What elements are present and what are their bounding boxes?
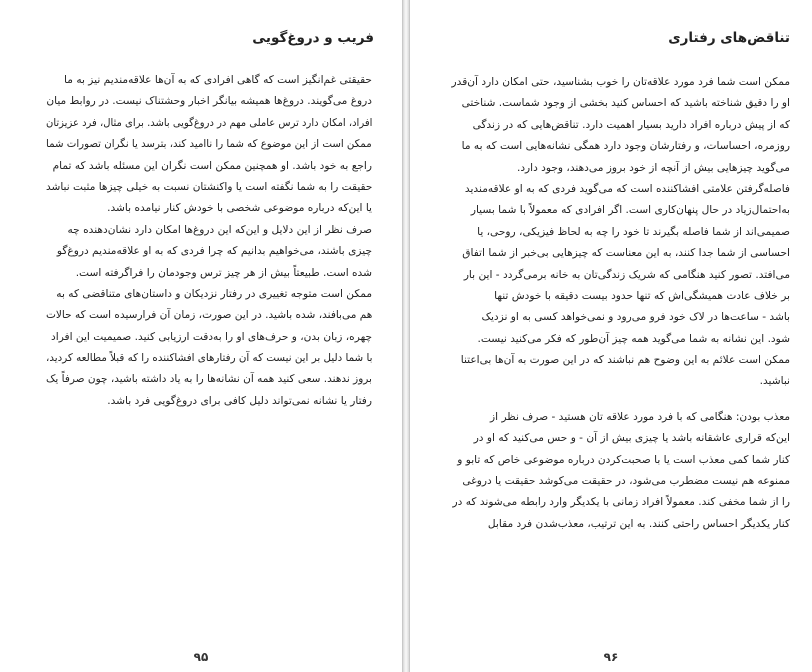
text-line: احساسی از شما جدا کنند، به این معناست که چیزهایی بی‌خبر از شما اتفاق — [462, 247, 790, 260]
text-line: صمیمی‌اند از شما فاصله بگیرند تا خود را چه به لحاظ فیزیکی، روحی، یا — [477, 225, 790, 238]
text-line: ممکن است شما فرد مورد علاقه‌تان را خوب بشناسید، حتی امکان دارد آن‌قدر — [451, 76, 790, 88]
text-line: ممکن است متوجه تغییری در رفتار نزدیکان و داستان‌های متناقضی که به — [56, 287, 372, 300]
text-line: چهره، زبان بدن، و حرف‌های او را به‌دقت ارزیابی کنید. صمیمیت این افراد — [51, 330, 372, 343]
text-line: هم می‌بافند، شده باشید. در این صورت، زمان آن فرارسیده است که حالات — [46, 309, 372, 322]
right-page-body — [432, 72, 790, 535]
paragraph-gap — [432, 393, 790, 407]
text-line: دروغ می‌گویند. دروغ‌ها همیشه بیانگر اخبار وحشتناک نیست. در روابط میان — [46, 95, 372, 108]
left-page-number: ۹۵ — [193, 650, 209, 664]
book-gutter — [402, 0, 410, 672]
text-line: می‌گوید چیزهایی بیش از آنچه از خود بروز می‌دهند، وجود دارد. — [516, 161, 790, 174]
left-page-title: فریب و دروغ‌گویی — [252, 30, 374, 46]
text-line: روزمره، احساسات، و رفتارشان وجود دارد همگی نشانه‌هایی است که به ما — [461, 140, 790, 153]
text-line: شده است. طبیعتاً بیش از هر چیز ترس وجودمان را فراگرفته است. — [75, 266, 372, 279]
text-line: معذب بودن: هنگامی که با فرد مورد علاقه تان هستید - صرف نظر از — [490, 410, 790, 423]
text-line: را از شما مخفی کند. معمولاً افراد زمانی با یکدیگر وارد رابطه می‌شوند که در — [452, 496, 790, 509]
text-line: شود. این نشانه به شما می‌گوید همه چیز آن‌طور که فکر می‌کنید نیست. — [477, 332, 790, 345]
text-line: افراد، امکان دارد ترس عاملی مهم در دروغ‌گویی باشد. برای مثال، فرد عزیزتان — [46, 116, 372, 129]
text-line: فاصله‌گرفتن علامتی افشاکننده است که می‌گوید فردی که به او علاقه‌مندید — [464, 182, 790, 195]
text-line: باشد - ساعت‌ها در لاک خود فرو می‌رود و نمی‌خواهد کسی به او نزدیک — [481, 311, 790, 324]
text-line: صرف نظر از این دلایل و این‌که این دروغ‌ها امکان دارد نشان‌دهنده چه — [67, 223, 372, 236]
text-line: ممکن است علائم به این وضوح هم نباشند که در این صورت به آن‌ها بی‌اعتنا — [460, 354, 790, 367]
text-line: یا این‌که درباره موضوعی شخصی با خودش کنار نیامده باشد. — [107, 202, 372, 215]
text-line: که از پیش درباره افراد دارید بسیار اهمیت دارد. تناقض‌هایی که در زندگی — [472, 118, 790, 131]
text-line: چیزی باشند، می‌خواهیم بدانیم که چرا فردی که به او علاقه‌مندیم دروغ‌گو — [56, 245, 372, 258]
text-line: او را دقیق شناخته باشید که احساس کنید بخشی از وجود شماست. شناختی — [461, 97, 790, 110]
text-line: حقیقت را به شما نگفته است یا واکنشتان نسبت به خیلی چیزها مثبت نباشد — [46, 180, 372, 193]
left-page-body — [46, 70, 372, 412]
text-line: ممنوعه هم نیست مضطرب می‌شود، در حقیقت می‌کوشد حقیقت یا دروغی — [462, 475, 790, 488]
text-line: به‌احتمال‌زیاد در حال پنهان‌کاری است. اگر افرادی که معمولاً با شما بسیار — [470, 204, 790, 217]
text-line: با شما دلیل بر این نیست که آن رفتارهای افشاکننده را که قبلاً مطالعه کردید، — [46, 352, 372, 365]
text-line: بر خلاف عادت همیشگی‌اش که تنها حدود بیست دقیقه با خودش تنها — [494, 289, 790, 302]
right-page — [410, 0, 812, 672]
text-line: می‌افتد. تصور کنید هنگامی که شریک زندگی‌تان به خانه برمی‌گردد - این بار — [463, 268, 790, 281]
text-line: کنار یکدیگر احساس راحتی کنند. به این ترتیب، معذب‌شدن فرد مقابل — [487, 517, 790, 530]
text-line: بروز ندهند. سعی کنید همه آن نشانه‌ها را به یاد داشته باشید، چون صرفاً یک — [46, 373, 372, 386]
right-page-title: تناقض‌های رفتاری — [668, 30, 790, 46]
text-line: رفتار یا نشانه نمی‌تواند دلیل کافی برای دروغ‌گویی فرد باشد. — [107, 394, 372, 407]
left-page — [0, 0, 402, 672]
text-line: راجع به خود باشد. او همچنین ممکن است نگران این مسئله باشد که تمام — [52, 159, 372, 172]
text-line: کنار شما کمی معذب است یا با صحبت‌کردن درباره موضوعی خاص که تابو و — [457, 453, 790, 466]
text-line: حقیقتی غم‌انگیز است که گاهی افرادی که به آن‌ها علاقه‌مندیم نیز به ما — [64, 74, 372, 86]
right-page-number: ۹۶ — [603, 650, 619, 664]
text-line: این‌که قراری عاشقانه باشد یا چیزی بیش از آن - و حس می‌کنید که او در — [473, 432, 790, 445]
text-line: ممکن است از این موضوع که شما را ناامید کند، بترسد یا نگران تصورات شما — [46, 138, 372, 151]
text-line: نباشید. — [759, 375, 790, 388]
